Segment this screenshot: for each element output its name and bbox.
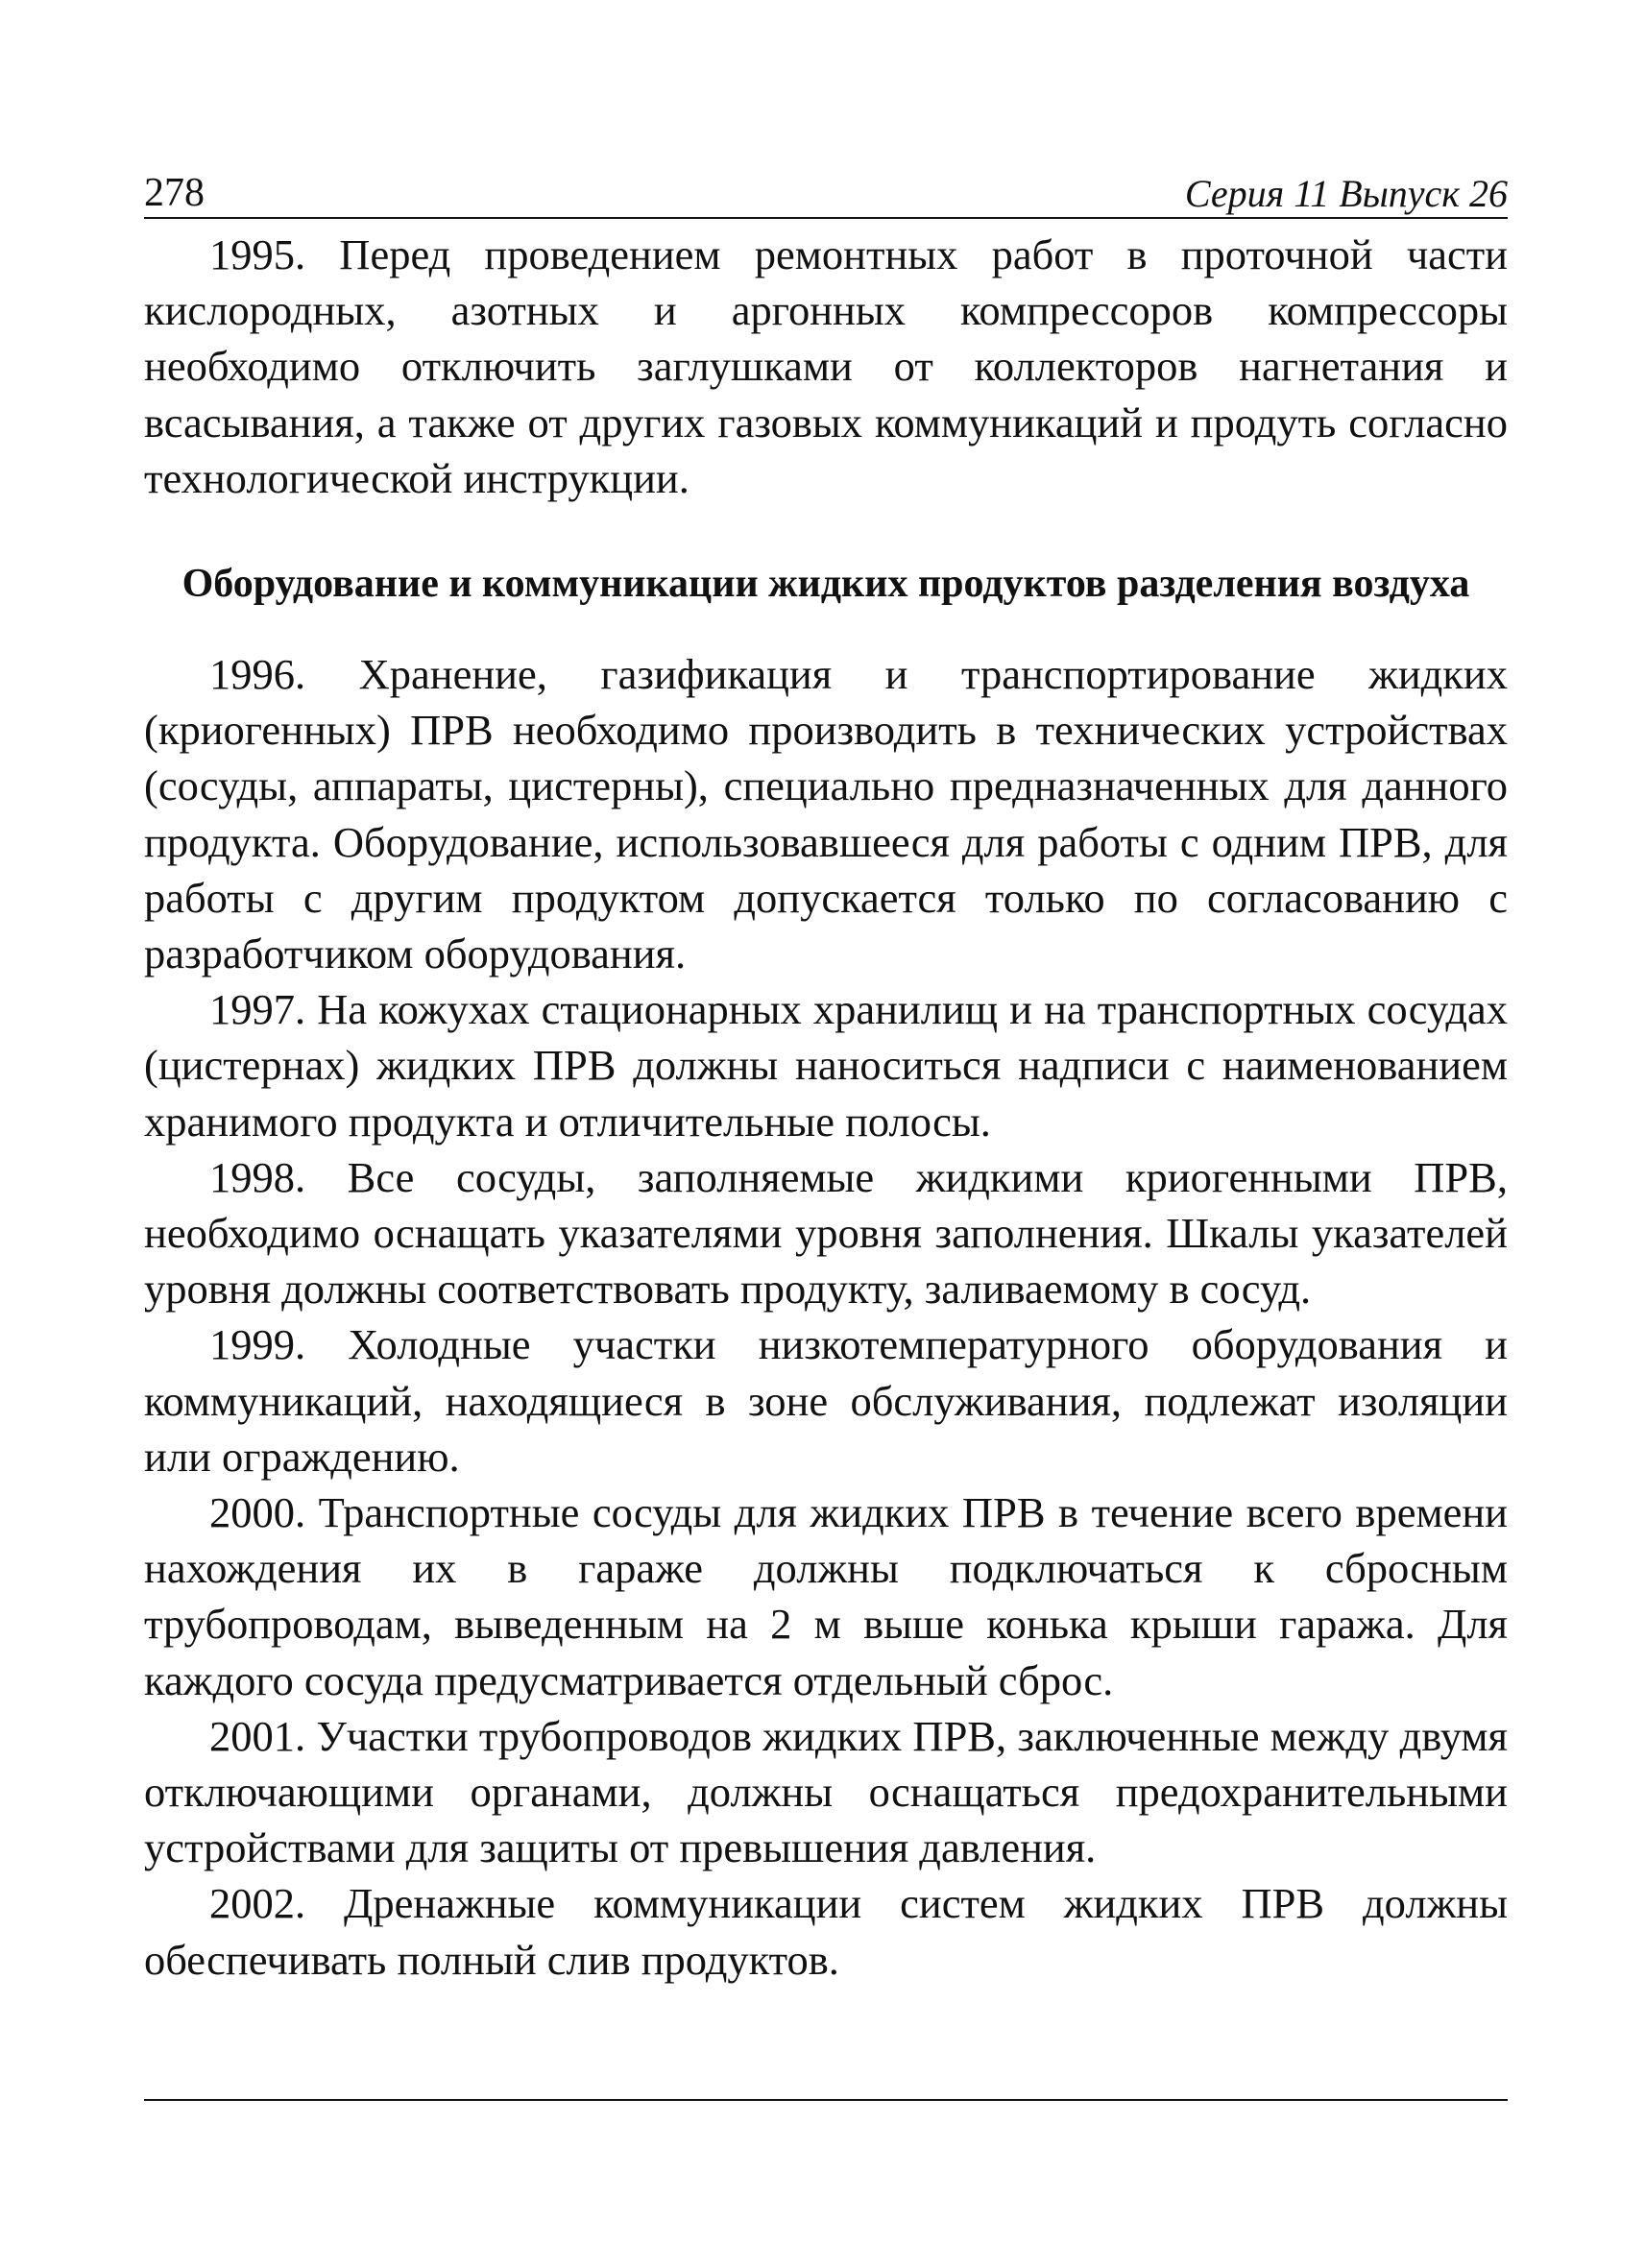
paragraph-1998: 1998. Все сосуды, заполняемые жидкими криогенными ПРВ, необходимо оснащать указателями уровня заполнения. Шкалы указателей уровня должны соответствовать продукту, заливаемому в сосуд. (144, 1152, 1508, 1314)
body-text (144, 227, 1508, 1988)
page-number: 278 (144, 171, 205, 215)
paragraph-2001: 2001. Участки трубопроводов жидких ПРВ, заключенные между двумя отключающими органами, должны оснащаться предохранительными устройствами для защиты от превышения давления. (144, 1711, 1508, 1872)
series-title: Серия 11 Выпуск 26 (1184, 172, 1508, 215)
footer-rule (144, 2099, 1508, 2101)
paragraph-1996: 1996. Хранение, газификация и транспортирование жидких (криогенных) ПРВ необходимо производить в технических устройствах (сосуды, аппараты, цистерны), специально предназначенных для данного продукта. Оборудование, использовавшееся для работы с одним ПРВ, для работы с другим продуктом допускается только по согласованию с разработчиком оборудования. (144, 650, 1508, 978)
paragraph-1997: 1997. На кожухах стационарных хранилищ и на транспортных сосудах (цистернах) жидких ПРВ должны наноситься надписи с наименованием хранимого продукта и отличительные полосы. (144, 985, 1508, 1146)
paragraph-2000: 2000. Транспортные сосуды для жидких ПРВ в течение всего времени нахождения их в гараже должны подключаться к сбросным трубопроводам, выведенным на 2 м выше конька крыши гаража. Для каждого сосуда предусматривается отдельный сброс. (144, 1488, 1508, 1704)
running-head (144, 165, 1508, 219)
paragraph-2002: 2002. Дренажные коммуникации систем жидких ПРВ должны обеспечивать полный слив продуктов. (144, 1879, 1508, 1984)
paragraph-1995: 1995. Перед проведением ремонтных работ в проточной части кислородных, азотных и аргонных компрессоров компрессоры необходимо отключить заглушками от коллекторов нагнетания и всасывания, а также от других газовых коммуникаций и продуть согласно технологической инструкции. (144, 230, 1508, 502)
paragraph-1999: 1999. Холодные участки низкотемпературного оборудования и коммуникаций, находящиеся в зоне обслуживания, подлежат изоляции или ограждению. (144, 1320, 1508, 1481)
section-heading: Оборудование и коммуникации жидких продуктов разделения воздуха (181, 562, 1470, 607)
